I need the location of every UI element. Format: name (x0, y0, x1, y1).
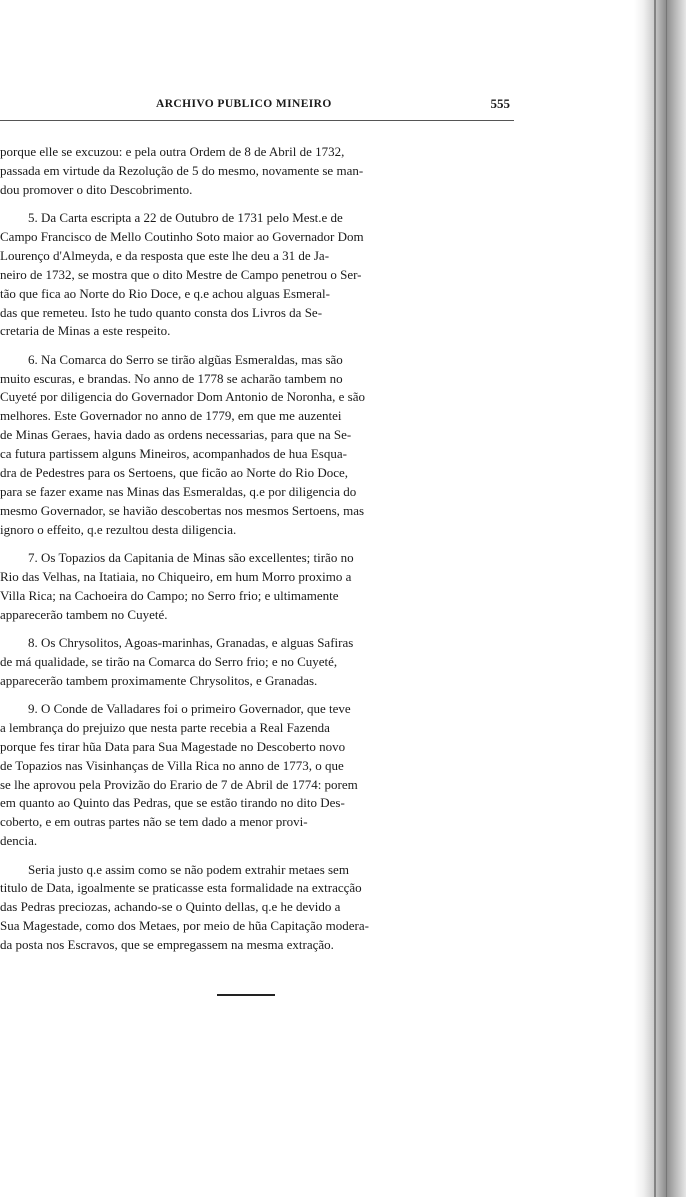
header-rule (0, 120, 514, 121)
text-line: Villa Rica; na Cachoeira do Campo; no Serro frio; e ultimamente (0, 587, 339, 603)
paragraph (0, 700, 514, 851)
text-line: da posta nos Escravos, que se empregassem na mesma extração. (0, 937, 334, 953)
text-line: dra de Pedestres para os Sertoens, que ficão ao Norte do Rio Doce, (0, 465, 348, 481)
text-line: mesmo Governador, se havião descobertas nos mesmos Sertoens, mas (0, 502, 365, 518)
text-line: Cuyeté por diligencia do Governador Dom Antonio de Noronha, e são (0, 389, 365, 405)
paragraph (0, 861, 514, 956)
text-line: 6. Na Comarca do Serro se tirão algũas Esmeraldas, mas são (28, 351, 343, 367)
text-line: dencia. (0, 833, 38, 849)
text-line: das que remeteu. Isto he tudo quanto consta dos Livros da Se- (0, 304, 323, 320)
text-line: apparecerão tambem no Cuyeté. (0, 606, 168, 622)
body-text (0, 143, 514, 964)
text-line: tão que fica ao Norte do Rio Doce, e q.e achou alguas Esmeral- (0, 285, 330, 301)
text-line: Campo Francisco de Mello Coutinho Soto maior ao Governador Dom (0, 228, 364, 244)
text-line: de Minas Geraes, havia dado as ordens necessarias, para que na Se- (0, 427, 352, 443)
text-line: 5. Da Carta escripta a 22 de Outubro de 1731 pelo Mest.e de (28, 210, 343, 226)
paragraph (0, 143, 514, 200)
paragraph (0, 209, 514, 341)
text-line: muito escuras, e brandas. No anno de 1778 se acharão tambem no (0, 370, 343, 386)
text-line: 9. O Conde de Valladares foi o primeiro Governador, que teve (28, 700, 351, 716)
page-number: 555 (490, 96, 510, 111)
text-line: ignoro o effeito, q.e rezultou desta diligencia. (0, 521, 237, 537)
text-line: Rio das Velhas, na Itatiaia, no Chiqueiro, em hum Morro proximo a (0, 568, 352, 584)
paragraph (0, 351, 514, 540)
page-edge-shadow (634, 0, 686, 1197)
text-line: Sua Magestade, como dos Metaes, por meio de hũa Capitação modera- (0, 918, 369, 934)
running-title: ARCHIVO PUBLICO MINEIRO (156, 98, 332, 110)
text-line: apparecerão tambem proximamente Chrysolitos, e Granadas. (0, 672, 318, 688)
paragraph (0, 549, 514, 625)
text-line: 7. Os Topazios da Capitania de Minas são excellentes; tirão no (28, 550, 354, 566)
text-line: porque fes tirar hũa Data para Sua Magestade no Descoberto novo (0, 738, 346, 754)
text-line: passada em virtude da Rezolução de 5 do mesmo, novamente se man- (0, 162, 364, 178)
text-line: a lembrança do prejuizo que nesta parte recebia a Real Fazenda (0, 719, 330, 735)
text-line: 8. Os Chrysolitos, Agoas-marinhas, Granadas, e alguas Safiras (28, 634, 354, 650)
text-line: das Pedras preciozas, achando-se o Quinto dellas, q.e he devido a (0, 899, 341, 915)
text-line: ca futura partissem alguns Mineiros, acompanhados de hua Esqua- (0, 446, 347, 462)
text-line: de Topazios nas Visinhanças de Villa Rica no anno de 1773, o que (0, 757, 344, 773)
text-line: de má qualidade, se tirão na Comarca do Serro frio; e no Cuyeté, (0, 653, 338, 669)
text-line: melhores. Este Governador no anno de 1779, em que me auzentei (0, 408, 342, 424)
text-line: neiro de 1732, se mostra que o dito Mestre de Campo penetrou o Ser- (0, 266, 362, 282)
text-line: para se fazer exame nas Minas das Esmeraldas, q.e por diligencia do (0, 484, 357, 499)
edge-streak (666, 0, 667, 1197)
end-rule (217, 994, 275, 996)
text-line: titulo de Data, igoalmente se praticasse esta formalidade na extracção (0, 880, 362, 896)
text-line: Lourenço d'Almeyda, e da resposta que este lhe deu a 31 de Ja- (0, 247, 330, 263)
text-line: porque elle se excuzou: e pela outra Ordem de 8 de Abril de 1732, (0, 144, 345, 159)
page-header (0, 94, 512, 116)
text-line: dou promover o dito Descobrimento. (0, 181, 193, 197)
text-line: em quanto ao Quinto das Pedras, que se estão tirando no dito Des- (0, 795, 345, 811)
edge-streak (654, 0, 656, 1197)
text-line: coberto, e em outras partes não se tem dado a menor provi- (0, 814, 308, 830)
text-line: se lhe aprovou pela Provizão do Erario de 7 de Abril de 1774: porem (0, 776, 358, 792)
text-line: cretaria de Minas a este respeito. (0, 323, 171, 339)
paragraph (0, 634, 514, 691)
text-line: Seria justo q.e assim como se não podem extrahir metaes sem (28, 861, 349, 877)
